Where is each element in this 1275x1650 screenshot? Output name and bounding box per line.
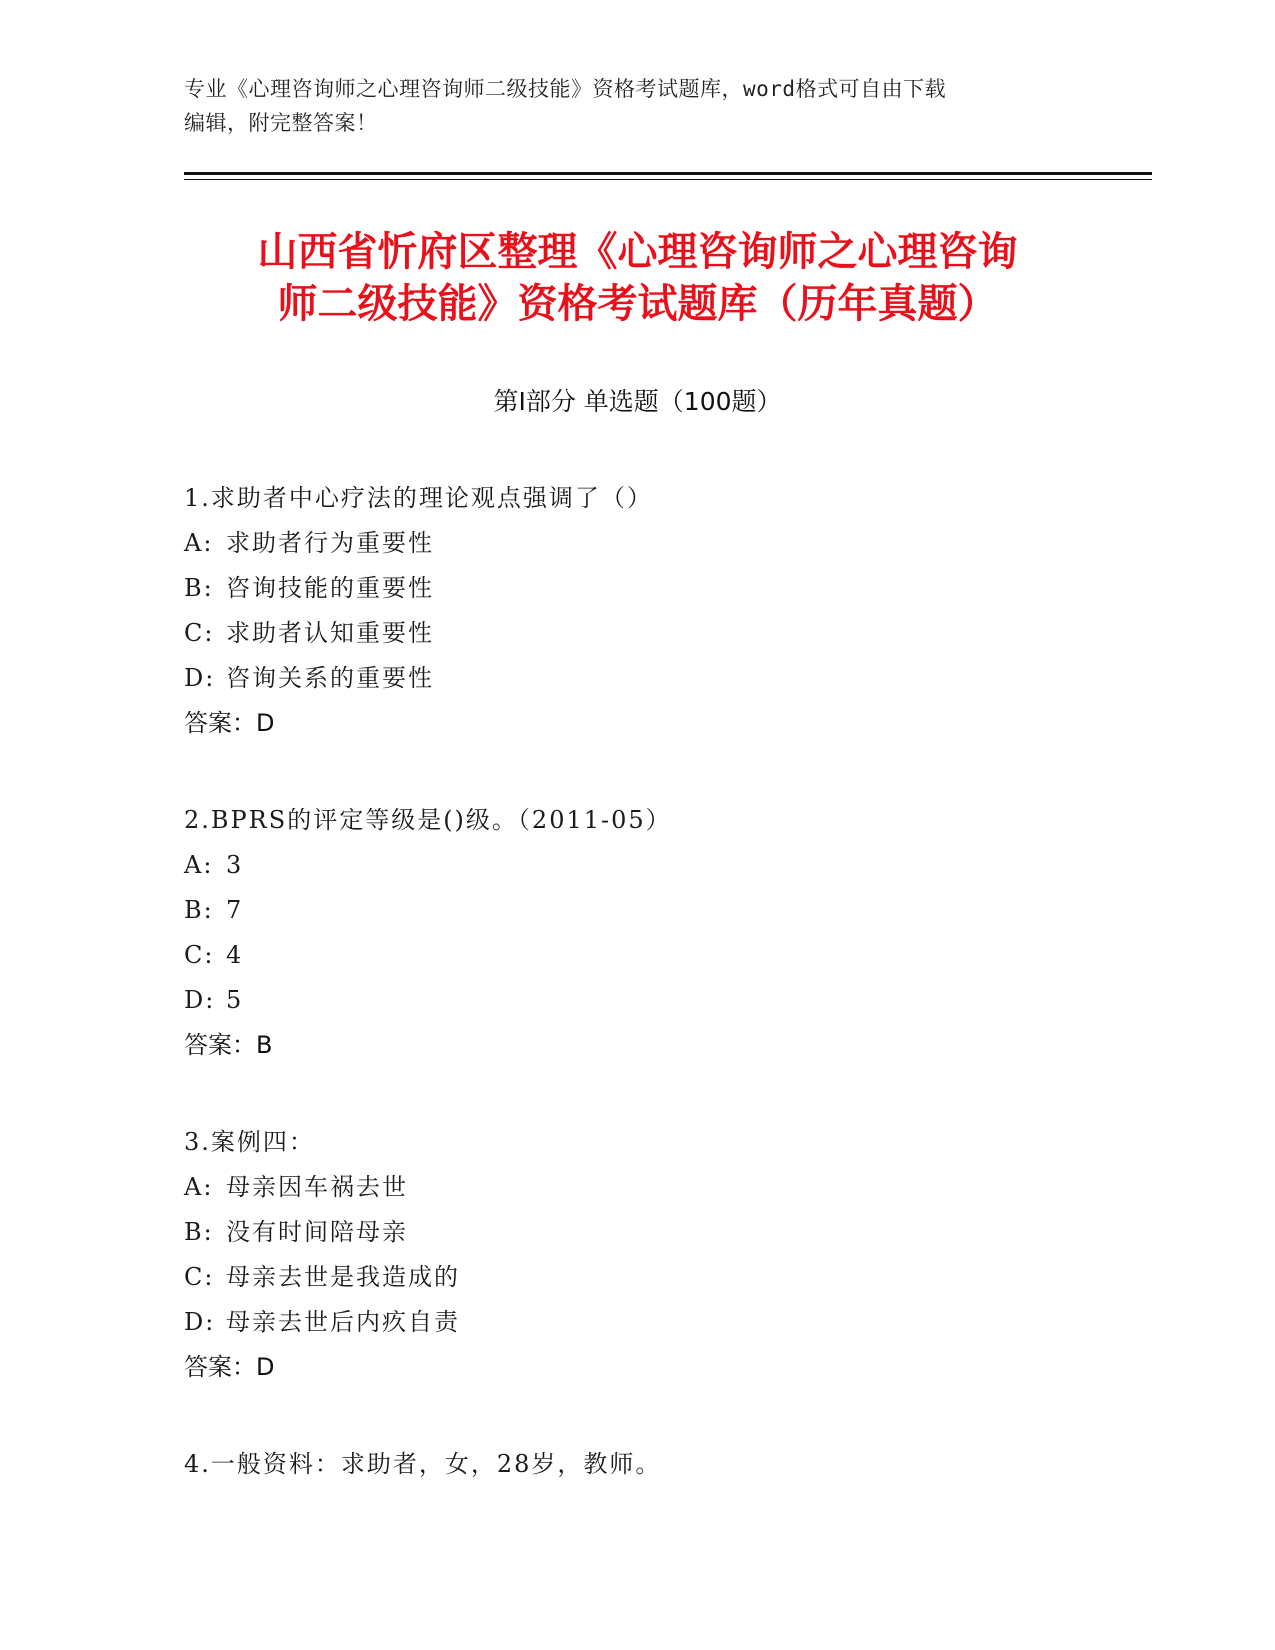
- answer-line: [184, 701, 1144, 746]
- question-item: [184, 1442, 1144, 1487]
- option-b: [184, 566, 1144, 611]
- option-key: A:: [184, 851, 214, 879]
- answer-label: 答案：: [184, 1353, 256, 1381]
- option-a: [184, 1165, 1144, 1210]
- option-key: A:: [184, 1173, 214, 1201]
- option-text: 3: [226, 851, 244, 879]
- question-list: [184, 476, 1144, 1539]
- option-key: B:: [184, 574, 214, 602]
- option-key: B:: [184, 1218, 214, 1246]
- option-key: D:: [184, 986, 216, 1014]
- question-item: [184, 1120, 1144, 1390]
- option-text: 求助者认知重要性: [226, 619, 434, 647]
- header-note-line-1: 专业《心理咨询师之心理咨询师二级技能》资格考试题库，word格式可自由下载: [184, 77, 947, 101]
- option-key: C:: [184, 619, 215, 647]
- answer-value: D: [256, 709, 275, 737]
- option-text: 母亲因车祸去世: [226, 1173, 408, 1201]
- option-key: D:: [184, 1308, 216, 1336]
- question-stem: 3.案例四：: [184, 1128, 315, 1156]
- option-key: A:: [184, 529, 214, 557]
- option-text: 7: [226, 896, 244, 924]
- document-title: [150, 226, 1125, 330]
- option-text: 咨询关系的重要性: [226, 664, 434, 692]
- option-key: C:: [184, 1263, 215, 1291]
- option-a: [184, 843, 1144, 888]
- answer-line: [184, 1023, 1144, 1068]
- option-d: [184, 1300, 1144, 1345]
- option-c: [184, 933, 1144, 978]
- question-stem: 4.一般资料：求助者，女，28岁，教师。: [184, 1450, 662, 1478]
- option-d: [184, 978, 1144, 1023]
- option-b: [184, 1210, 1144, 1255]
- option-key: C:: [184, 941, 215, 969]
- option-text: 母亲去世后内疚自责: [226, 1308, 460, 1336]
- option-d: [184, 656, 1144, 701]
- question-stem: 1.求助者中心疗法的理论观点强调了（）: [184, 484, 653, 512]
- option-key: B:: [184, 896, 214, 924]
- section-heading: 第Ⅰ部分 单选题（100题）: [493, 387, 782, 416]
- option-text: 咨询技能的重要性: [226, 574, 434, 602]
- option-text: 没有时间陪母亲: [226, 1218, 408, 1246]
- answer-label: 答案：: [184, 709, 256, 737]
- option-a: [184, 521, 1144, 566]
- header-note-line-2: 编辑，附完整答案！: [184, 111, 378, 135]
- answer-label: 答案：: [184, 1031, 256, 1059]
- header-divider-thin: [184, 179, 1152, 180]
- document-title-line-1: 山西省忻府区整理《心理咨询师之心理咨询: [257, 229, 1018, 275]
- option-key: D:: [184, 664, 216, 692]
- answer-value: D: [256, 1353, 275, 1381]
- answer-value: B: [256, 1031, 273, 1059]
- option-text: 求助者行为重要性: [226, 529, 434, 557]
- option-b: [184, 888, 1144, 933]
- question-item: [184, 476, 1144, 746]
- option-text: 母亲去世是我造成的: [226, 1263, 460, 1291]
- option-text: 5: [226, 986, 244, 1014]
- option-c: [184, 1255, 1144, 1300]
- document-title-line-2: 师二级技能》资格考试题库（历年真题）: [277, 281, 998, 327]
- option-text: 4: [226, 941, 244, 969]
- question-stem: 2.BPRS的评定等级是()级。（2011-05）: [184, 806, 672, 834]
- header-note: [184, 72, 1084, 140]
- header-divider-thick: [184, 172, 1152, 175]
- question-item: [184, 798, 1144, 1068]
- answer-line: [184, 1345, 1144, 1390]
- option-c: [184, 611, 1144, 656]
